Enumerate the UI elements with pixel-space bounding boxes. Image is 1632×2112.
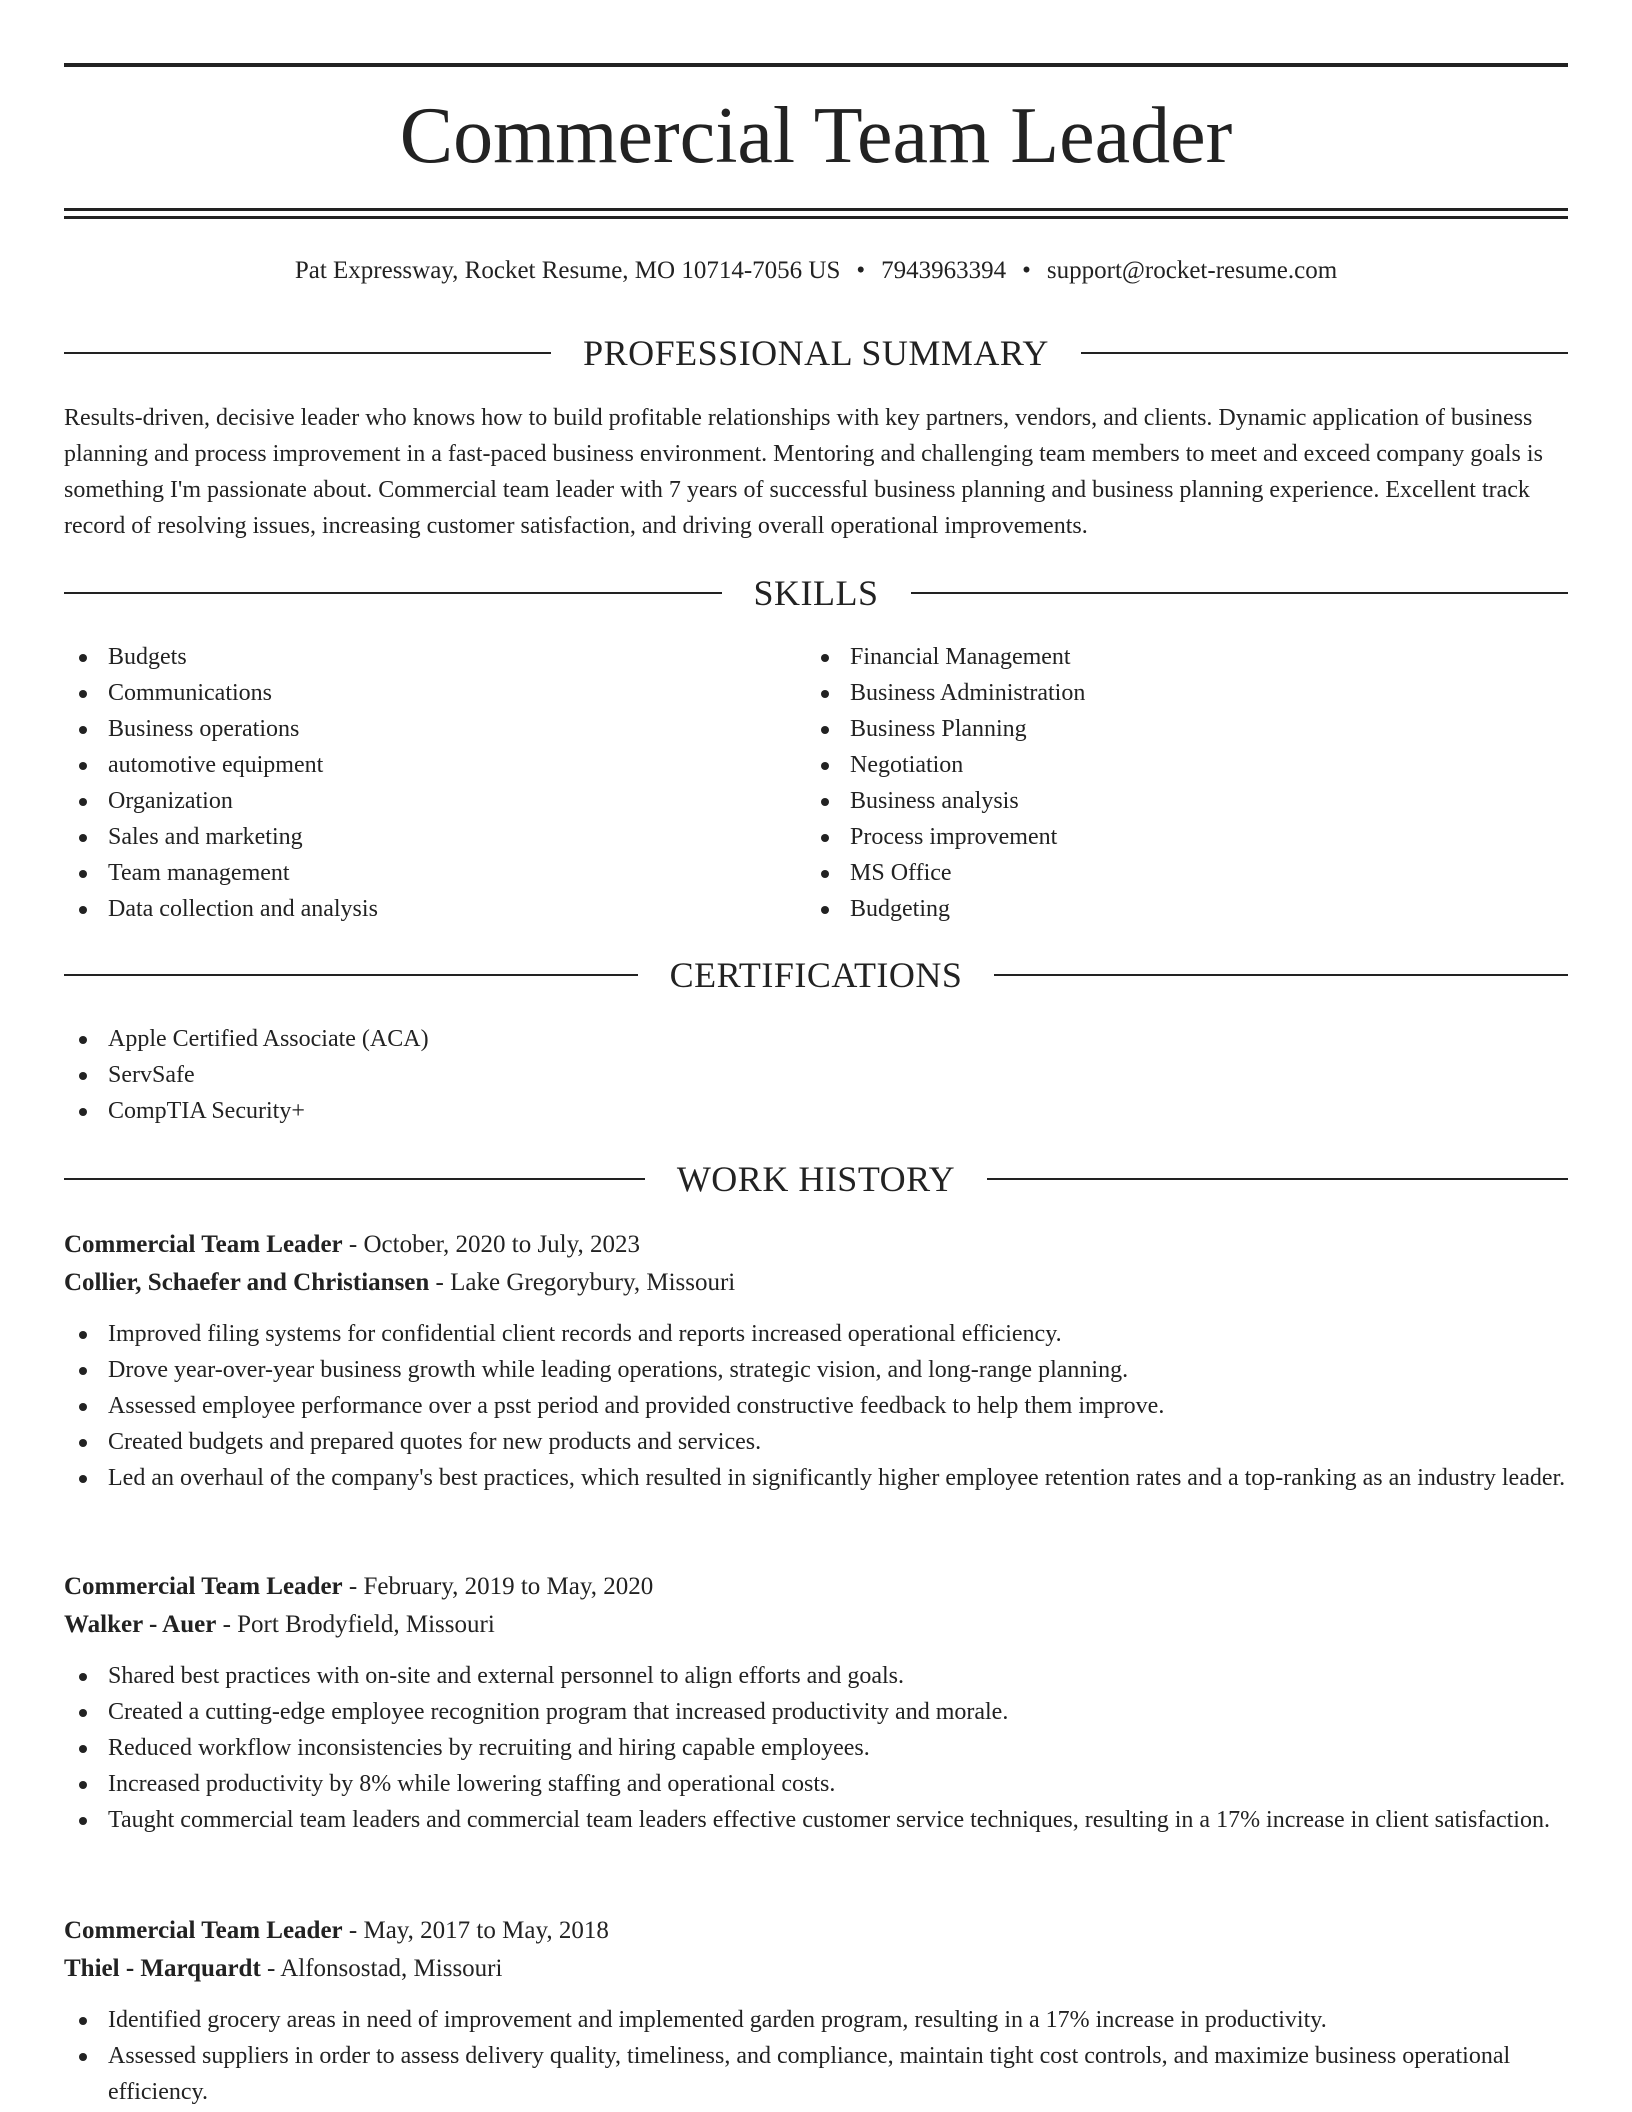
contact-separator: •: [1022, 257, 1031, 284]
contact-line: [64, 255, 1568, 287]
skills-heading: [64, 571, 1568, 615]
job-bullets: [64, 2002, 1568, 2110]
heading-rule: [64, 1178, 645, 1180]
summary-text: Results-driven, decisive leader who knows how to build profitable relationships with key partners, vendors, and clients. Dynamic application of business planning and process improvement in a fast-paced business environment. Mentoring and challenging team members to meet and exceed company goals is something I'm passionate about. Commercial team leader with 7 years of successful business planning and business planning experience. Excellent track record of resolving issues, increasing customer satisfaction, and driving overall operational improvements.: [64, 405, 1543, 539]
job-bullet: Increased productivity by 8% while lowering staffing and operational costs.: [64, 1766, 1568, 1802]
job-bullet: Taught commercial team leaders and commercial team leaders effective customer service techniques, resulting in a 17% increase in client satisfaction.: [64, 1802, 1568, 1838]
job-title-line: [64, 1568, 1568, 1606]
contact-phone: 7943963394: [881, 257, 1007, 284]
job-entry: [64, 1226, 1568, 1496]
skill-item: Sales and marketing: [64, 819, 764, 855]
heading-rule: [994, 974, 1568, 976]
contact-address: Pat Expressway, Rocket Resume, MO 10714-7056 US: [294, 257, 841, 284]
heading-rule: [64, 352, 551, 354]
job-bullet: Reduced workflow inconsistencies by recruiting and hiring capable employees.: [64, 1730, 1568, 1766]
certification-item: Apple Certified Associate (ACA): [64, 1021, 964, 1057]
job-bullet: Created budgets and prepared quotes for new products and services.: [64, 1424, 1568, 1460]
skill-item: automotive equipment: [64, 747, 764, 783]
heading-rule: [911, 592, 1569, 594]
skill-item: Data collection and analysis: [64, 891, 764, 927]
job-title-line: [64, 1912, 1568, 1950]
job-bullets: [64, 1658, 1568, 1838]
skill-item: MS Office: [806, 855, 1506, 891]
job-bullet: Improved filing systems for confidential client records and reports increased operational efficiency.: [64, 1316, 1568, 1352]
job-entry: [64, 1568, 1568, 1838]
job-location: - Lake Gregorybury, Missouri: [435, 1269, 736, 1296]
header-double-rule-upper: [64, 208, 1568, 211]
job-title: Commercial Team Leader: [64, 1573, 343, 1600]
job-dates: - October, 2020 to July, 2023: [348, 1231, 640, 1258]
work-history-heading-label: WORK HISTORY: [676, 1159, 956, 1199]
certifications-heading-label: CERTIFICATIONS: [669, 955, 963, 995]
contact-separator: •: [856, 257, 866, 284]
job-company: Thiel - Marquardt: [64, 1955, 261, 1982]
job-bullet: Assessed employee performance over a psst period and provided constructive feedback to help them improve.: [64, 1388, 1568, 1424]
job-bullet: Identified grocery areas in need of improvement and implemented garden program, resulting in a 17% increase in productivity.: [64, 2002, 1568, 2038]
skill-item: Business analysis: [806, 783, 1506, 819]
skill-item: Organization: [64, 783, 764, 819]
job-location: - Port Brodyfield, Missouri: [222, 1611, 495, 1638]
heading-rule: [64, 974, 638, 976]
job-company-line: [64, 1606, 1568, 1644]
header-double-rule-lower: [64, 216, 1568, 219]
header-top-rule: [64, 63, 1568, 67]
skill-item: Business operations: [64, 711, 764, 747]
skill-item: Budgets: [64, 639, 764, 675]
heading-rule: [1081, 352, 1568, 354]
certifications-heading: [64, 953, 1568, 997]
skill-item: Budgeting: [806, 891, 1506, 927]
skills-list-right: [806, 639, 1506, 927]
job-company-line: [64, 1264, 1568, 1302]
certification-item: ServSafe: [64, 1057, 964, 1093]
job-location: - Alfonsostad, Missouri: [267, 1955, 503, 1982]
job-bullet: Created a cutting-edge employee recognition program that increased productivity and morale.: [64, 1694, 1568, 1730]
job-entry: [64, 1912, 1568, 2110]
job-title: Commercial Team Leader: [64, 1917, 343, 1944]
summary-heading-label: PROFESSIONAL SUMMARY: [583, 333, 1049, 373]
certification-item: CompTIA Security+: [64, 1093, 964, 1129]
summary-heading: [64, 331, 1568, 375]
skills-list-left: [64, 639, 764, 927]
certifications-list: [64, 1021, 964, 1129]
job-bullets: [64, 1316, 1568, 1496]
skill-item: Financial Management: [806, 639, 1506, 675]
heading-rule: [987, 1178, 1568, 1180]
skills-heading-label: SKILLS: [753, 573, 879, 613]
job-company: Walker - Auer: [64, 1611, 217, 1638]
skill-item: Process improvement: [806, 819, 1506, 855]
job-bullet: Drove year-over-year business growth while leading operations, strategic vision, and long-range planning.: [64, 1352, 1568, 1388]
job-company: Collier, Schaefer and Christiansen: [64, 1269, 430, 1296]
job-title: Commercial Team Leader: [64, 1231, 343, 1258]
job-company-line: [64, 1950, 1568, 1988]
job-bullet: Led an overhaul of the company's best practices, which resulted in significantly higher employee retention rates and a top-ranking as an industry leader.: [64, 1460, 1568, 1496]
skill-item: Business Planning: [806, 711, 1506, 747]
job-bullet: Assessed suppliers in order to assess delivery quality, timeliness, and compliance, maintain tight cost controls, and maximize business operational efficiency.: [64, 2038, 1568, 2110]
skill-item: Negotiation: [806, 747, 1506, 783]
work-history-heading: [64, 1157, 1568, 1201]
job-dates: - February, 2019 to May, 2020: [348, 1573, 654, 1600]
job-bullet: Shared best practices with on-site and external personnel to align efforts and goals.: [64, 1658, 1568, 1694]
skill-item: Business Administration: [806, 675, 1506, 711]
skill-item: Team management: [64, 855, 764, 891]
contact-email: support@rocket-resume.com: [1046, 257, 1338, 284]
resume-title: Commercial Team Leader: [399, 92, 1233, 180]
heading-rule: [64, 592, 722, 594]
job-title-line: [64, 1226, 1568, 1264]
job-dates: - May, 2017 to May, 2018: [348, 1917, 609, 1944]
skill-item: Communications: [64, 675, 764, 711]
